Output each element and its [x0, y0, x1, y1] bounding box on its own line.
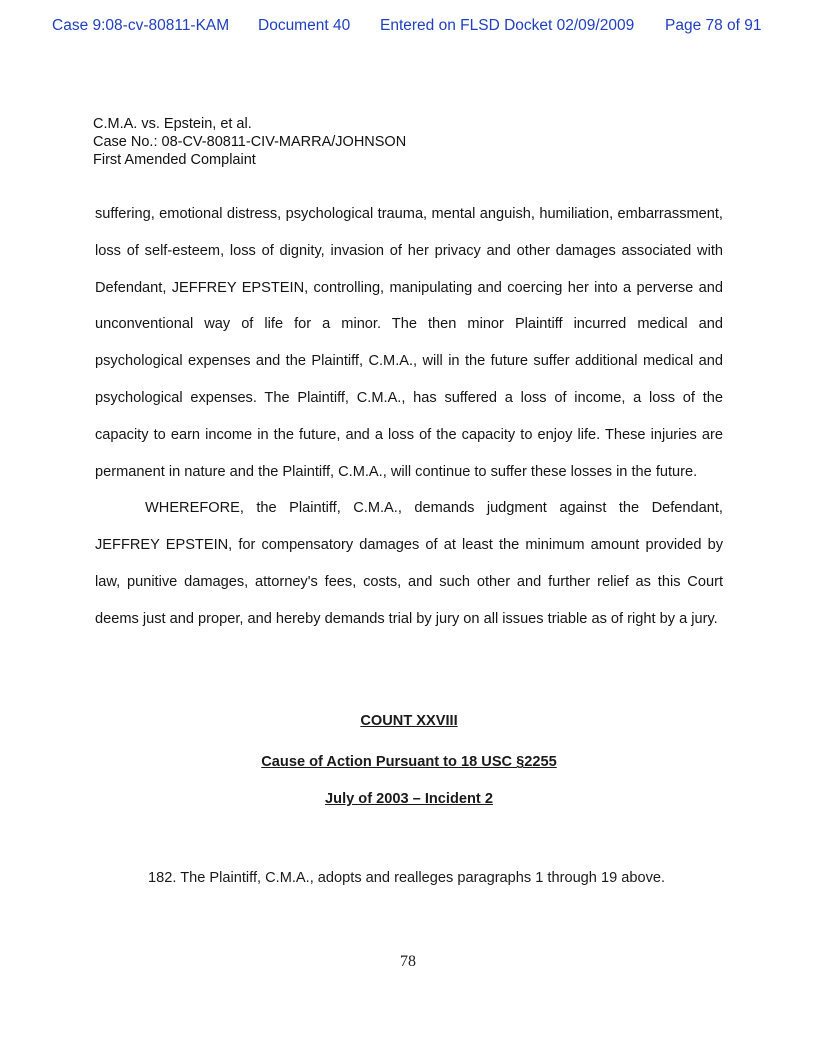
complaint-body — [95, 196, 723, 638]
stamp-entered: Entered on FLSD Docket 02/09/2009 — [380, 17, 635, 34]
case-caption — [93, 115, 406, 169]
paragraph-number: 182. — [148, 870, 177, 886]
count-cause: Cause of Action Pursuant to 18 USC §2255 — [261, 754, 557, 770]
paragraph-182 — [95, 858, 723, 898]
caption-parties: C.M.A. vs. Epstein, et al. — [93, 116, 252, 132]
count-incident: July of 2003 – Incident 2 — [325, 791, 493, 807]
count-title: COUNT XXVIII — [360, 713, 458, 729]
page-number: 78 — [400, 953, 416, 970]
count-heading — [95, 712, 723, 808]
caption-document-title: First Amended Complaint — [93, 152, 256, 168]
paragraph-damages: suffering, emotional distress, psychological trauma, mental anguish, humiliation, embarrassment, loss of self-esteem, loss of dignity, invasion of her privacy and other damages associated with Defendant, JEFFREY EPSTEIN, controlling, manipulating and coercing her into a perverse and unconventional way of life for a minor. The then minor Plaintiff incurred medical and psychological expenses and the Plaintiff, C.M.A., will in the future suffer additional medical and psychological expenses. The Plaintiff, C.M.A., has suffered a loss of income, a loss of the capacity to earn income in the future, and a loss of the capacity to enjoy life. These injuries are permanent in nature and the Plaintiff, C.M.A., will continue to suffer these losses in the future. — [95, 206, 723, 480]
paragraph-text: The Plaintiff, C.M.A., adopts and realleges paragraphs 1 through 19 above. — [180, 870, 666, 886]
caption-case-number: Case No.: 08-CV-80811-CIV-MARRA/JOHNSON — [93, 134, 407, 150]
stamp-case-number: Case 9:08-cv-80811-KAM — [52, 17, 230, 34]
stamp-document: Document 40 — [258, 17, 351, 34]
paragraph-wherefore: WHEREFORE, the Plaintiff, C.M.A., demands judgment against the Defendant, JEFFREY EPSTEIN, for compensatory damages of at least the minimum amount provided by law, punitive damages, attorney's fees, costs, and such other and further relief as this Court deems just and proper, and hereby demands trial by jury on all issues triable as of right by a jury. — [95, 500, 723, 627]
stamp-page: Page 78 of 91 — [665, 17, 762, 34]
